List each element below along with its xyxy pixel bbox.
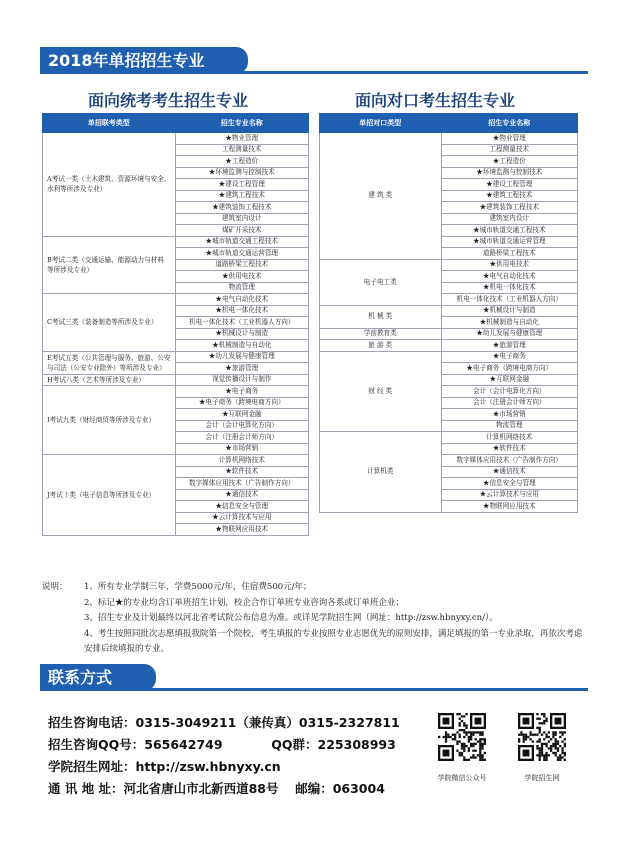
left-major-cell: ★环境监测与控制技术 bbox=[175, 167, 309, 179]
right-major-cell: ★互联网金融 bbox=[441, 374, 577, 386]
right-major-cell: ★物联网应用技术 bbox=[441, 501, 577, 513]
left-major-cell: 会计（注册会计师方向） bbox=[175, 432, 309, 444]
table-row bbox=[43, 236, 309, 248]
right-major-cell: ★电子商务 bbox=[441, 351, 577, 363]
right-major-cell: ★旅游管理 bbox=[441, 340, 577, 352]
website-qr-code bbox=[518, 713, 566, 761]
left-major-cell: ★建筑工程技术 bbox=[175, 190, 309, 202]
right-category-cell: 学前教育类 bbox=[320, 328, 442, 340]
contact-qq: 招生咨询QQ号：565642749 QQ群：225308993 bbox=[48, 737, 396, 752]
right-category-cell: 电子电工类 bbox=[320, 259, 442, 305]
table-row bbox=[43, 455, 309, 467]
left-major-cell: ★市场营销 bbox=[175, 443, 309, 455]
left-major-cell: ★软件技术 bbox=[175, 466, 309, 478]
right-major-cell: ★机械设计与制造 bbox=[441, 305, 577, 317]
note-2: 2、标记★的专业均含订单班招生计划，校企合作订单班专业咨询各系或订单班企业； bbox=[84, 597, 404, 608]
table-row bbox=[320, 340, 578, 352]
left-major-cell: 机电一体化技术（工业机器人方向） bbox=[175, 317, 309, 329]
left-major-cell: ★物业管理 bbox=[175, 133, 309, 145]
left-major-cell: ★互联网金融 bbox=[175, 409, 309, 421]
right-major-cell: ★工程造价 bbox=[441, 156, 577, 168]
table-row bbox=[320, 133, 578, 145]
table-row bbox=[43, 133, 309, 145]
left-major-cell: ★云计算技术与应用 bbox=[175, 512, 309, 524]
notes-lead: 说明： bbox=[42, 582, 68, 592]
right-major-cell: ★建设工程管理 bbox=[441, 179, 577, 191]
website-link[interactable]: http://zsw.hbnyxy.cn bbox=[135, 759, 281, 774]
right-major-cell: ★供用电技术 bbox=[441, 259, 577, 271]
right-major-cell: ★物业管理 bbox=[441, 133, 577, 145]
right-major-cell: ★幼儿发展与健康管理 bbox=[441, 328, 577, 340]
left-category-cell: H考试八类（艺术等所涉及专业） bbox=[43, 374, 176, 386]
right-major-cell: 计算机网络技术 bbox=[441, 432, 577, 444]
contact-title: 联系方式 bbox=[40, 664, 156, 691]
left-major-cell: 煤矿开采技术 bbox=[175, 225, 309, 237]
website-qr-label: 学院招生网 bbox=[524, 774, 560, 782]
right-major-cell: ★软件技术 bbox=[441, 443, 577, 455]
right-major-cell: ★建筑工程技术 bbox=[441, 190, 577, 202]
left-major-cell: ★供用电技术 bbox=[175, 271, 309, 283]
note-1: 1、所有专业学制三年，学费5000元/年，住宿费500元/年； bbox=[84, 582, 312, 592]
right-header-type: 单招对口类型 bbox=[320, 114, 442, 133]
right-category-cell: 建 筑 类 bbox=[320, 133, 442, 260]
contact-address: 通 讯 地 址：河北省唐山市北新西道88号 邮编：063004 bbox=[48, 781, 385, 796]
right-category-cell: 旅 游 类 bbox=[320, 340, 442, 352]
right-major-cell: ★城市轨道交通工程技术 bbox=[441, 225, 577, 237]
left-header-type: 单招联考类型 bbox=[43, 114, 176, 133]
left-major-cell: ★工程造价 bbox=[175, 156, 309, 168]
left-category-cell: J考试十类（电子信息等所涉及专业） bbox=[43, 455, 176, 536]
left-majors-table bbox=[42, 113, 309, 536]
right-major-cell: 会计（会计电算化方向） bbox=[441, 386, 577, 398]
table-row bbox=[43, 374, 309, 386]
left-major-cell: ★建筑装饰工程技术 bbox=[175, 202, 309, 214]
right-major-cell: ★电子商务（跨境电商方向） bbox=[441, 363, 577, 375]
right-major-cell: 道路桥梁工程技术 bbox=[441, 248, 577, 260]
left-major-cell: ★幼儿发展与健康管理 bbox=[175, 351, 309, 363]
left-major-cell: ★城市轨道交通工程技术 bbox=[175, 236, 309, 248]
right-major-cell: 会计（注册会计师方向） bbox=[441, 397, 577, 409]
contact-website: 学院招生网址：http://zsw.hbnyxy.cn bbox=[48, 759, 281, 774]
right-major-cell: ★环境监测与控制技术 bbox=[441, 167, 577, 179]
table-row bbox=[43, 294, 309, 306]
left-major-cell: ★电子商务 bbox=[175, 386, 309, 398]
table-row bbox=[320, 328, 578, 340]
left-major-cell: ★旅游管理 bbox=[175, 363, 309, 375]
left-category-cell: A考试一类（土木建筑、资源环境与安全、水利等所涉及专业） bbox=[43, 133, 176, 237]
right-major-cell: ★市场营销 bbox=[441, 409, 577, 421]
right-major-cell: ★信息安全与管理 bbox=[441, 478, 577, 490]
left-major-cell: ★物联网应用技术 bbox=[175, 524, 309, 536]
table-row bbox=[43, 351, 309, 363]
right-major-cell: ★建筑装饰工程技术 bbox=[441, 202, 577, 214]
right-major-cell: ★城市轨道交通运营管理 bbox=[441, 236, 577, 248]
left-major-cell: ★通信技术 bbox=[175, 489, 309, 501]
left-major-cell: 数字媒体应用技术（广告制作方向） bbox=[175, 478, 309, 490]
left-major-cell: ★电子商务（跨境电商方向） bbox=[175, 397, 309, 409]
left-major-cell: 物流管理 bbox=[175, 282, 309, 294]
left-major-cell: ★机电一体化技术 bbox=[175, 305, 309, 317]
right-category-cell: 机 械 类 bbox=[320, 305, 442, 328]
right-subtitle: 面向对口考生招生专业 bbox=[355, 91, 516, 110]
note-3: 3、招生专业及计划最终以河北省考试院公布信息为准。或详见学院招生网（网址：http://zsw.hbnyxy.cn/）。 bbox=[84, 613, 498, 623]
notes bbox=[42, 580, 584, 658]
right-major-cell: ★通信技术 bbox=[441, 466, 577, 478]
left-major-cell: 视觉传播设计与制作 bbox=[175, 374, 309, 386]
left-category-cell: I考试九类（财经商贸等所涉及专业） bbox=[43, 386, 176, 455]
right-major-cell: 机电一体化技术（工业机器人方向） bbox=[441, 294, 577, 306]
left-major-cell: 会计（会计电算化方向） bbox=[175, 420, 309, 432]
right-major-cell: ★云计算技术与应用 bbox=[441, 489, 577, 501]
left-major-cell: ★建设工程管理 bbox=[175, 179, 309, 191]
wechat-qr-label: 学院微信公众号 bbox=[437, 774, 487, 782]
left-major-cell: 建筑室内设计 bbox=[175, 213, 309, 225]
left-header-major: 招生专业名称 bbox=[175, 114, 309, 133]
table-row bbox=[320, 432, 578, 444]
left-major-cell: ★电气自动化技术 bbox=[175, 294, 309, 306]
note-4: 4、考生按照同批次志愿填报我院第一个院校，考生填报的专业按照专业志愿优先的原则安排，满足填报的第一专业录取，再依次考虑安排后续填报的专业。 bbox=[84, 628, 583, 654]
left-major-cell: ★信息安全与管理 bbox=[175, 501, 309, 513]
left-major-cell: ★机械设计与制造 bbox=[175, 328, 309, 340]
right-major-cell: ★机电一体化技术 bbox=[441, 282, 577, 294]
left-category-cell: E考试五类（公共管理与服务、旅游、公安与司法（公安专业除外）等所涉及专业） bbox=[43, 351, 176, 374]
table-row bbox=[43, 386, 309, 398]
right-major-cell: ★机械制造与自动化 bbox=[441, 317, 577, 329]
wechat-qr-code bbox=[438, 713, 486, 761]
left-major-cell: 工程测量技术 bbox=[175, 144, 309, 156]
right-major-cell: 建筑室内设计 bbox=[441, 213, 577, 225]
table-row bbox=[320, 305, 578, 317]
left-major-cell: 计算机网络技术 bbox=[175, 455, 309, 467]
left-category-cell: B考试二类（交通运输、能源动力与材料等所涉及专业） bbox=[43, 236, 176, 294]
left-subtitle: 面向统考考生招生专业 bbox=[88, 91, 249, 110]
right-category-cell: 计算机类 bbox=[320, 432, 442, 513]
page-title: 2018年单招招生专业 bbox=[40, 47, 248, 74]
left-major-cell: ★机械制造与自动化 bbox=[175, 340, 309, 352]
right-major-cell: 数字媒体应用技术（广告制作方向） bbox=[441, 455, 577, 467]
contact-phone: 招生咨询电话：0315-3049211（兼传真）0315-2327811 bbox=[48, 715, 400, 730]
right-category-cell: 财 经 类 bbox=[320, 351, 442, 432]
left-major-cell: 道路桥梁工程技术 bbox=[175, 259, 309, 271]
left-major-cell: ★城市轨道交通运营管理 bbox=[175, 248, 309, 260]
right-major-cell: 物流管理 bbox=[441, 420, 577, 432]
left-category-cell: C考试三类（装备制造等所涉及专业） bbox=[43, 294, 176, 352]
right-major-cell: ★电气自动化技术 bbox=[441, 271, 577, 283]
table-row bbox=[320, 259, 578, 271]
table-row bbox=[320, 351, 578, 363]
right-header-major: 招生专业名称 bbox=[441, 114, 577, 133]
right-majors-table bbox=[319, 113, 578, 513]
right-major-cell: 工程测量技术 bbox=[441, 144, 577, 156]
